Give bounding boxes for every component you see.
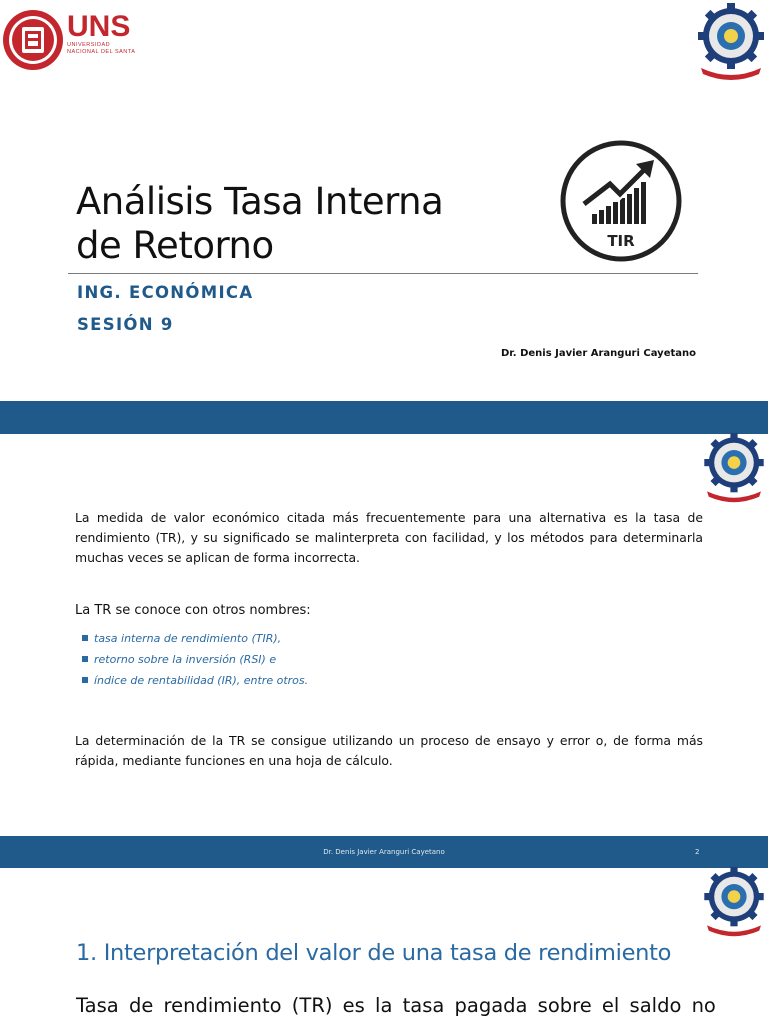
session-number: SESIÓN 9 bbox=[77, 315, 174, 334]
section-heading: 1. Interpretación del valor de una tasa de rendimiento bbox=[76, 940, 672, 966]
author-name: Dr. Denis Javier Aranguri Cayetano bbox=[500, 348, 696, 359]
engineering-gear-logo-icon bbox=[696, 2, 766, 82]
tir-growth-chart-icon bbox=[558, 138, 684, 264]
slide-separator-band bbox=[0, 401, 768, 434]
page-number: 2 bbox=[695, 848, 700, 856]
engineering-gear-logo-icon bbox=[702, 866, 766, 938]
method-paragraph: La determinación de la TR se consigue utilizando un proceso de ensayo y error o, de forma más rápida, mediante funciones en una hoja de cálculo. bbox=[75, 733, 703, 768]
title-slide bbox=[0, 0, 768, 401]
uns-seal-icon bbox=[2, 5, 64, 75]
slide-title bbox=[76, 180, 443, 268]
course-name: ING. ECONÓMICA bbox=[77, 283, 254, 302]
list-item: índice de rentabilidad (IR), entre otros. bbox=[82, 670, 308, 691]
list-item: retorno sobre la inversión (RSI) e bbox=[82, 649, 308, 670]
bullet-square-icon bbox=[82, 677, 88, 683]
list-item: tasa interna de rendimiento (TIR), bbox=[82, 628, 308, 649]
bullet-square-icon bbox=[82, 656, 88, 662]
title-line-2: de Retorno bbox=[76, 224, 274, 267]
uns-line2: NACIONAL DEL SANTA bbox=[67, 49, 136, 55]
intro-paragraph: La medida de valor económico citada más frecuentemente para una alternativa es la tasa de rendimiento (TR), y su significado se malinterpreta con facilidad, y los métodos para determinarla muchas veces se aplican de forma incorrecta. bbox=[75, 510, 703, 565]
uns-wordmark bbox=[67, 12, 135, 56]
slide-footer-band bbox=[0, 836, 768, 868]
title-divider bbox=[68, 273, 698, 274]
title-line-1: Análisis Tasa Interna bbox=[76, 180, 444, 223]
alternate-names-list bbox=[82, 628, 308, 691]
uns-line1: UNIVERSIDAD bbox=[67, 42, 111, 48]
definition-paragraph: Tasa de rendimiento (TR) es la tasa pagada sobre el saldo no bbox=[76, 994, 716, 1017]
engineering-gear-logo-icon bbox=[702, 432, 766, 504]
list-heading: La TR se conoce con otros nombres: bbox=[75, 603, 311, 618]
footer-author: Dr. Denis Javier Aranguri Cayetano bbox=[323, 848, 445, 856]
tir-icon-label: TIR bbox=[607, 232, 635, 250]
bullet-square-icon bbox=[82, 635, 88, 641]
uns-name: UNS bbox=[67, 10, 131, 43]
